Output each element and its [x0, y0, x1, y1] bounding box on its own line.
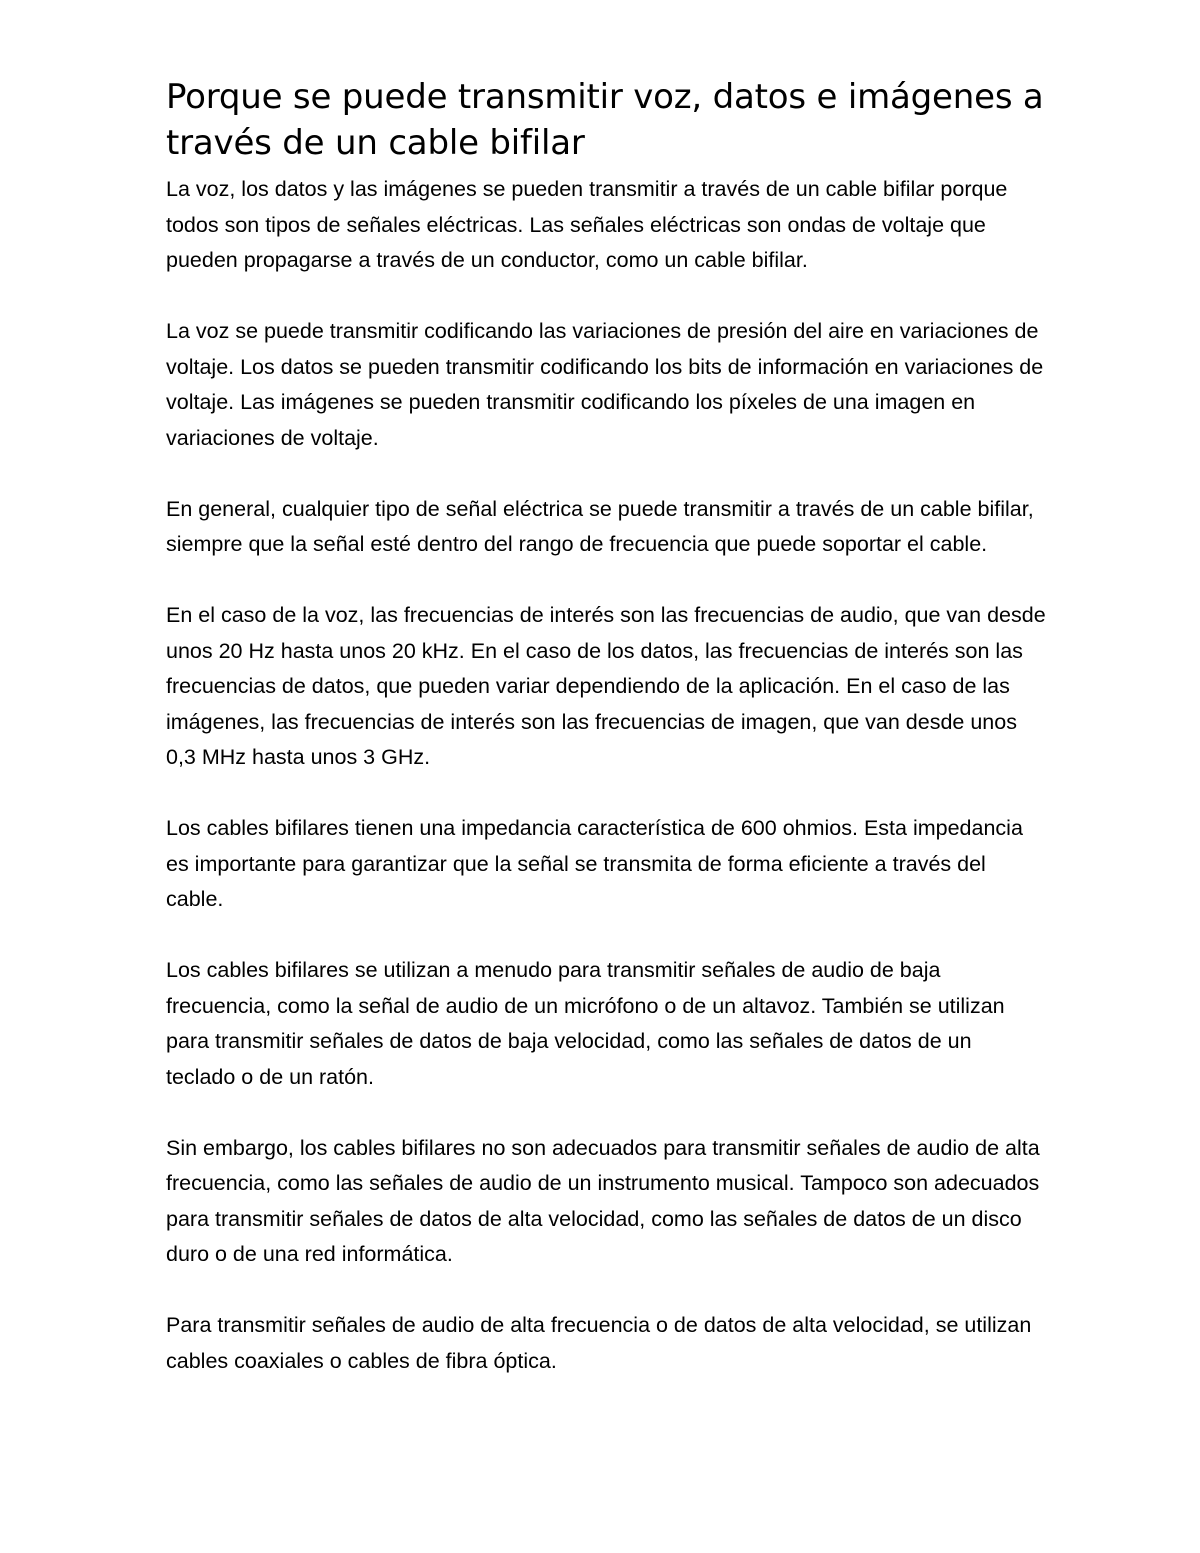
paragraph-8: Para transmitir señales de audio de alta frecuencia o de datos de alta velocidad, se utilizan cables coaxiales o cables de fibra óptica.: [166, 1313, 1032, 1373]
document-title: Porque se puede transmitir voz, datos e imágenes a través de un cable bifilar: [166, 77, 1044, 163]
paragraph-6: Los cables bifilares se utilizan a menudo para transmitir señales de audio de baja frecuencia, como la señal de audio de un micrófono o de un altavoz. También se utilizan para transmitir señales de datos de baja velocidad, como las señales de datos de un teclado o de un ratón.: [166, 958, 1005, 1089]
document-page: [166, 74, 1046, 1415]
paragraph-1: La voz, los datos y las imágenes se pueden transmitir a través de un cable bifilar porque todos son tipos de señales eléctricas. Las señales eléctricas son ondas de voltaje que pueden propagarse a través de un conductor, como un cable bifilar.: [166, 177, 1008, 272]
paragraph-7: Sin embargo, los cables bifilares no son adecuados para transmitir señales de audio de alta frecuencia, como las señales de audio de un instrumento musical. Tampoco son adecuados para transmitir señales de datos de alta velocidad, como las señales de datos de un disco duro o de una red informática.: [166, 1135, 1040, 1266]
paragraph-4: En el caso de la voz, las frecuencias de interés son las frecuencias de audio, que van desde unos 20 Hz hasta unos 20 kHz. En el caso de los datos, las frecuencias de interés son las frecuencias de datos, que pueden variar dependiendo de la aplicación. En el caso de las imágenes, las frecuencias de interés son las frecuencias de imagen, que van desde unos 0,3 MHz hasta unos 3 GHz.: [166, 603, 1046, 769]
paragraph-2: La voz se puede transmitir codificando las variaciones de presión del aire en variaciones de voltaje. Los datos se pueden transmitir codificando los bits de información en variaciones de voltaje. Las imágenes se pueden transmitir codificando los píxeles de una imagen en variaciones de voltaje.: [166, 319, 1044, 450]
paragraph-3: En general, cualquier tipo de señal eléctrica se puede transmitir a través de un cable bifilar, siempre que la señal esté dentro del rango de frecuencia que puede soportar el cable.: [166, 496, 1034, 556]
paragraph-5: Los cables bifilares tienen una impedancia característica de 600 ohmios. Esta impedancia es importante para garantizar que la señal se transmita de forma eficiente a través del cable.: [166, 816, 1023, 911]
